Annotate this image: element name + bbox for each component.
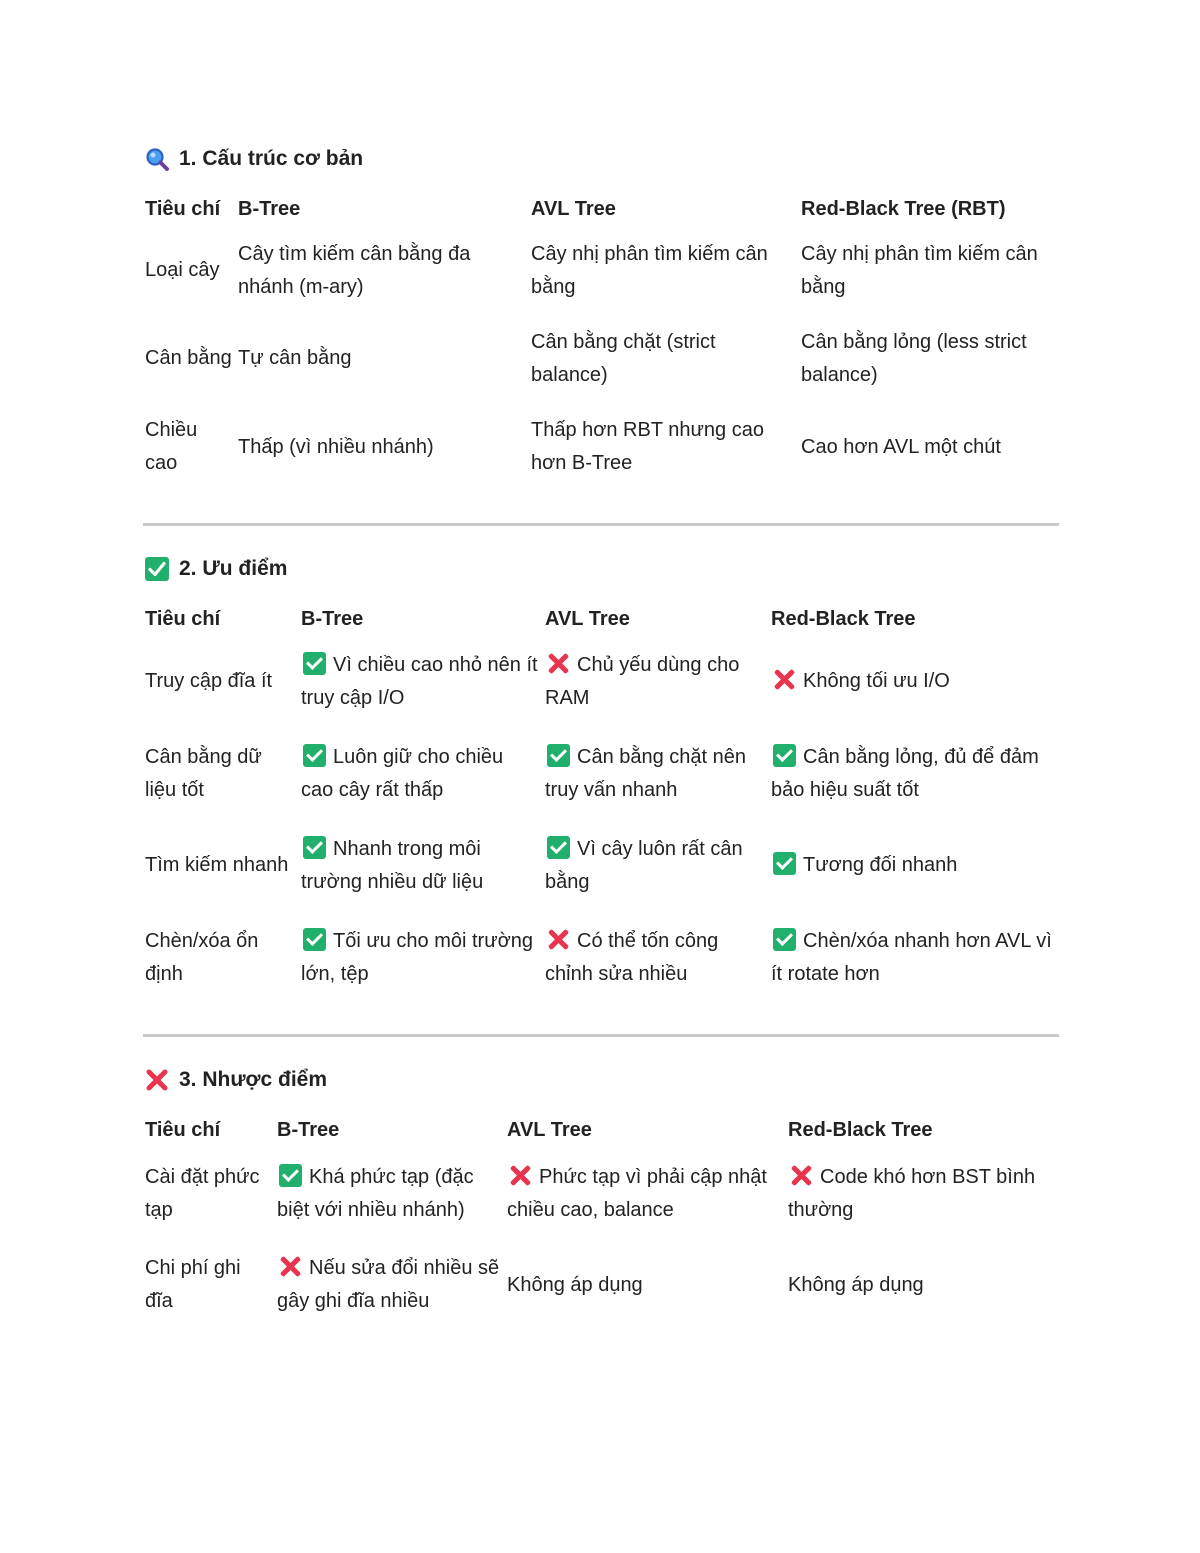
section-divider — [143, 1034, 1059, 1037]
check-icon — [547, 744, 570, 767]
column-header: AVL Tree — [531, 197, 616, 220]
cross-icon — [773, 668, 796, 691]
table-cell: Cao hơn AVL một chút — [801, 435, 1001, 458]
table-cell — [505, 1147, 786, 1240]
cell-text: Nếu sửa đổi nhiều sẽ gây ghi đĩa nhiều — [277, 1257, 500, 1312]
table-header-row — [143, 602, 1059, 636]
table-cell — [543, 820, 769, 911]
table-cell — [543, 727, 769, 820]
column-header: AVL Tree — [507, 1118, 592, 1141]
check-icon — [773, 744, 796, 767]
check-icon — [303, 744, 326, 767]
table-cell — [299, 636, 543, 727]
cell-text: Vì chiều cao nhỏ nên ít truy cập I/O — [301, 653, 538, 709]
cross-icon — [509, 1164, 532, 1187]
table-cell — [786, 1147, 1059, 1240]
table-cell — [769, 911, 1059, 1004]
cross-icon — [790, 1164, 813, 1187]
table-cell: Loại cây — [145, 259, 220, 281]
column-header: B-Tree — [277, 1118, 340, 1141]
section-3-heading — [143, 1061, 1059, 1099]
cell-text: Code khó hơn BST bình thường — [788, 1165, 1036, 1221]
check-icon — [773, 928, 796, 951]
table-cell — [299, 727, 543, 820]
magnifier-icon — [145, 147, 169, 171]
column-header: Red-Black Tree — [788, 1118, 933, 1141]
table-cell: Chiều cao — [145, 419, 198, 474]
column-header: Tiêu chí — [145, 1118, 221, 1141]
table-cell: Cây nhị phân tìm kiếm cân bằng — [531, 242, 768, 298]
cell-text: Chèn/xóa nhanh hơn AVL vì ít rotate hơn — [771, 929, 1052, 985]
column-header: Tiêu chí — [145, 197, 221, 220]
check-icon — [279, 1164, 302, 1187]
table-cell: Cài đặt phức tạp — [145, 1165, 260, 1221]
table-row — [143, 1240, 1059, 1330]
table-cell — [543, 636, 769, 727]
column-header: Tiêu chí — [145, 607, 221, 630]
table-row — [143, 820, 1059, 911]
table-cell: Thấp (vì nhiều nhánh) — [238, 435, 434, 458]
section-1-heading — [143, 140, 1059, 178]
table-cell — [299, 820, 543, 911]
table-cell: Thấp hơn RBT nhưng cao hơn B-Tree — [531, 419, 764, 474]
section-2-heading — [143, 550, 1059, 588]
table-row — [143, 402, 1059, 492]
cell-text: Cân bằng lỏng, đủ để đảm bảo hiệu suất tốt — [771, 745, 1039, 801]
table-cell: Không áp dụng — [507, 1273, 643, 1296]
table-row — [143, 727, 1059, 820]
table-cell: Cân bằng dữ liệu tốt — [145, 745, 262, 801]
column-header: B-Tree — [301, 607, 364, 630]
table-cell: Tự cân bằng — [238, 347, 352, 369]
column-header: AVL Tree — [545, 607, 630, 630]
advantages-table — [143, 602, 1059, 1004]
basic-structure-table — [143, 192, 1059, 492]
table-cell: Cây nhị phân tìm kiếm cân bằng — [801, 242, 1038, 298]
section-divider — [143, 523, 1059, 526]
check-icon — [547, 836, 570, 859]
table-cell — [769, 636, 1059, 727]
table-row — [143, 636, 1059, 727]
section-1-title: 1. Cấu trúc cơ bản — [179, 147, 364, 170]
check-icon — [303, 652, 326, 675]
cell-text: Có thể tốn công chỉnh sửa nhiều — [545, 929, 719, 985]
cross-icon — [547, 928, 570, 951]
table-cell: Truy cập đĩa ít — [145, 670, 273, 692]
column-header: Red-Black Tree — [771, 607, 916, 630]
cell-text: Phức tạp vì phải cập nhật chiều cao, balance — [507, 1165, 767, 1221]
table-cell — [769, 820, 1059, 911]
column-header: Red-Black Tree (RBT) — [801, 197, 1006, 220]
check-icon — [303, 836, 326, 859]
table-cell: Cân bằng lỏng (less strict balance) — [801, 330, 1027, 386]
section-2-title: 2. Ưu điểm — [179, 557, 288, 580]
table-cell: Chèn/xóa ổn định — [145, 929, 259, 985]
table-row — [143, 1147, 1059, 1240]
table-cell — [275, 1147, 505, 1240]
table-row — [143, 911, 1059, 1004]
cell-text: Vì cây luôn rất cân bằng — [545, 837, 743, 893]
cell-text: Cân bằng chặt nên truy vấn nhanh — [545, 745, 747, 801]
table-cell: Tìm kiếm nhanh — [145, 854, 289, 876]
table-cell: Cân bằng — [145, 347, 232, 369]
check-icon — [303, 928, 326, 951]
table-row — [143, 315, 1059, 402]
table-cell — [299, 911, 543, 1004]
cross-icon — [547, 652, 570, 675]
table-cell: Cân bằng chặt (strict balance) — [531, 330, 716, 386]
cell-text: Tối ưu cho môi trường lớn, tệp — [301, 929, 533, 985]
cross-icon — [279, 1255, 302, 1278]
table-header-row — [143, 1113, 1059, 1147]
table-cell — [543, 911, 769, 1004]
table-cell: Không áp dụng — [788, 1273, 924, 1296]
cell-text: Chủ yếu dùng cho RAM — [545, 653, 740, 709]
check-icon — [145, 557, 169, 581]
document-page — [143, 140, 1059, 1330]
table-header-row — [143, 192, 1059, 226]
cell-text: Luôn giữ cho chiều cao cây rất thấp — [301, 745, 504, 801]
cell-text: Tương đối nhanh — [803, 854, 958, 876]
check-icon — [773, 852, 796, 875]
section-3-title: 3. Nhược điểm — [179, 1068, 328, 1091]
table-cell — [275, 1240, 505, 1330]
cross-icon — [145, 1068, 169, 1092]
disadvantages-table — [143, 1113, 1059, 1330]
column-header: B-Tree — [238, 197, 301, 220]
cell-text: Nhanh trong môi trường nhiều dữ liệu — [301, 837, 484, 893]
table-cell: Cây tìm kiếm cân bằng đa nhánh (m-ary) — [238, 242, 471, 298]
table-row — [143, 226, 1059, 315]
cell-text: Không tối ưu I/O — [803, 670, 950, 692]
table-cell — [769, 727, 1059, 820]
cell-text: Khá phức tạp (đặc biệt với nhiều nhánh) — [277, 1165, 474, 1221]
table-cell: Chi phí ghi đĩa — [145, 1257, 241, 1312]
